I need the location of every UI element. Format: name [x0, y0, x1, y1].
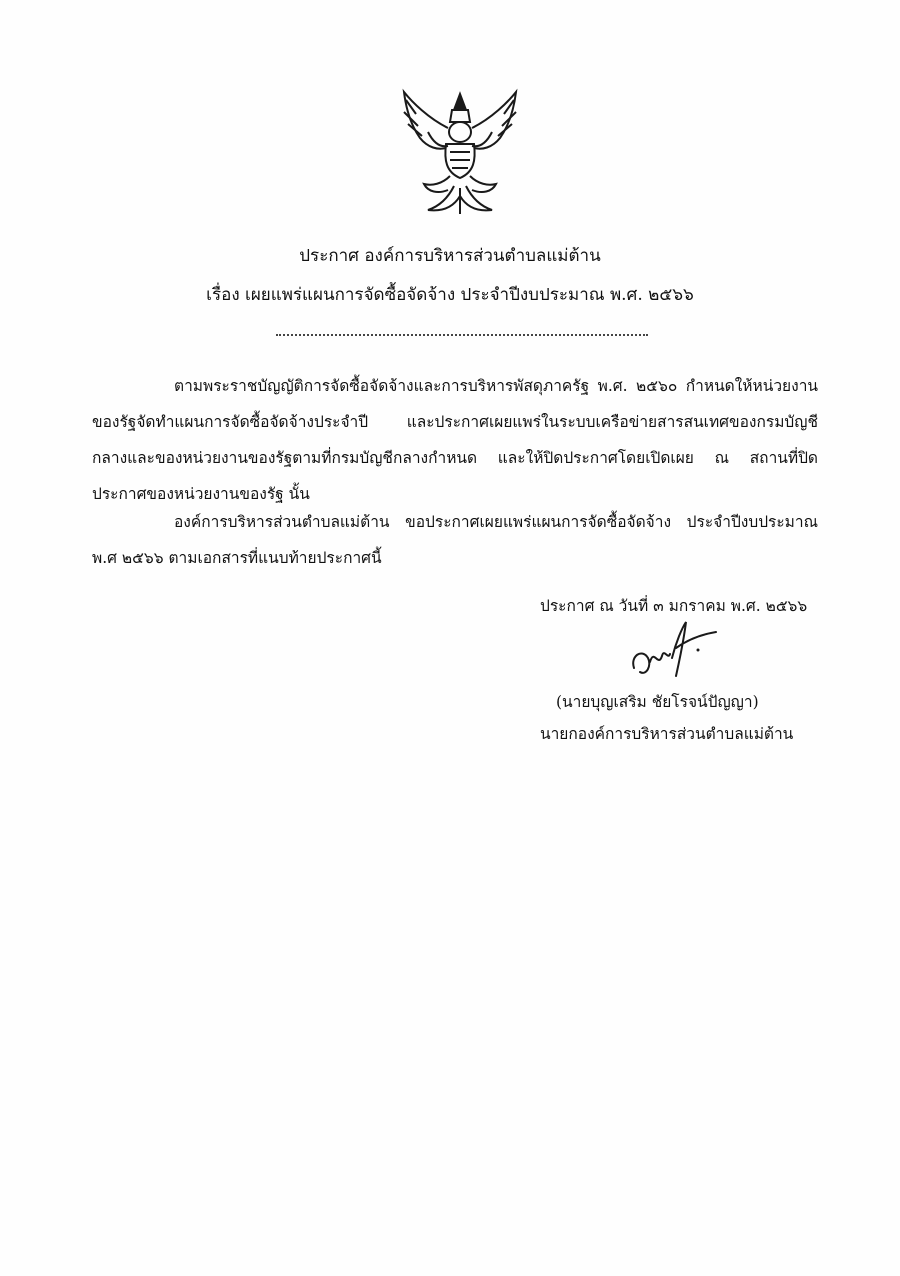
garuda-emblem-icon	[398, 88, 522, 218]
body-paragraph-1: ตามพระราชบัญญัติการจัดซื้อจัดจ้างและการบริหารพัสดุภาครัฐ พ.ศ. ๒๕๖๐ กำหนดให้หน่วยงานของรัฐจัดทำแผนการจัดซื้อจัดจ้างประจำปี และประกาศเผยแพร่ในระบบเครือข่ายสารสนเทศของกรมบัญชีกลางและของหน่วยงานของรัฐตามที่กรมบัญชีกลางกำหนด และให้ปิดประกาศโดยเปิดเผย ณ สถานที่ปิดประกาศของหน่วยงานของรัฐ นั้น	[92, 377, 818, 503]
handwritten-signature	[624, 618, 724, 688]
body-paragraph-2: องค์การบริหารส่วนตำบลแม่ต้าน ขอประกาศเผยแพร่แผนการจัดซื้อจัดจ้าง ประจำปีงบประมาณ พ.ศ ๒๕๖๖ ตามเอกสารที่แนบท้ายประกาศนี้	[92, 513, 818, 567]
dotted-divider	[276, 334, 648, 336]
signer-name: (นายบุญเสริม ชัยโรจน์ปัญญา)	[556, 693, 759, 711]
announcement-date: ประกาศ ณ วันที่ ๓ มกราคม พ.ศ. ๒๕๖๖	[540, 597, 808, 615]
announcement-title: ประกาศ องค์การบริหารส่วนตำบลแม่ต้าน	[299, 246, 601, 266]
signer-position: นายกองค์การบริหารส่วนตำบลแม่ต้าน	[540, 725, 794, 743]
announcement-subject: เรื่อง เผยแพร่แผนการจัดซื้อจัดจ้าง ประจำปีงบประมาณ พ.ศ. ๒๕๖๖	[206, 285, 694, 305]
